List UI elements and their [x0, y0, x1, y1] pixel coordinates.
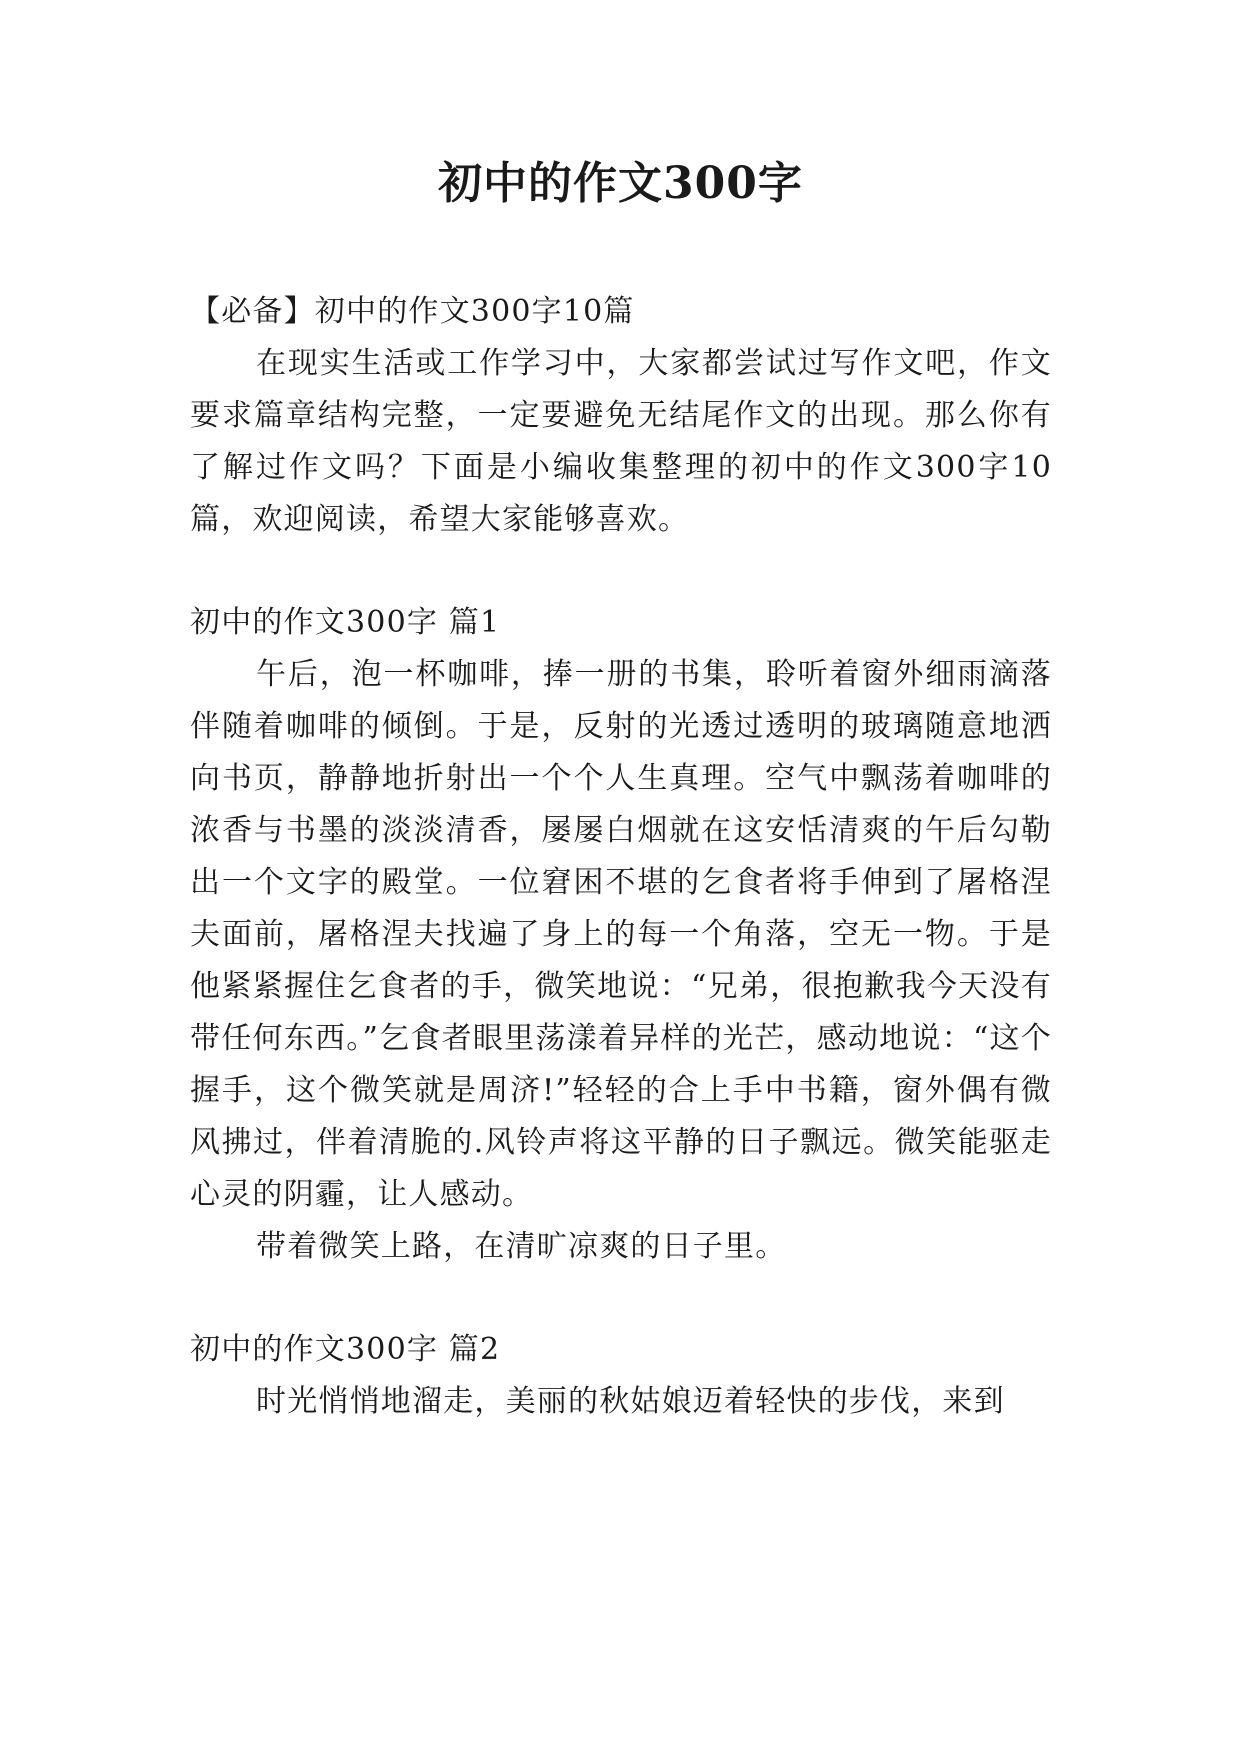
section-heading-1: 初中的作文300字 篇1: [190, 605, 501, 640]
section-spacer: [190, 546, 1052, 597]
document-title: 初中的作文300字: [438, 158, 803, 209]
section-heading-2: 初中的作文300字 篇2: [190, 1332, 501, 1367]
section-1-paragraph-1: 午后，泡一杯咖啡，捧一册的书集，聆听着窗外细雨滴落伴随着咖啡的倾倒。于是，反射的光透过透明的玻璃随意地洒向书页，静静地折射出一个个人生真理。空气中飘荡着咖啡的浓香与书墨的淡淡清香，屡屡白烟就在这安恬清爽的午后勾勒出一个文字的殿堂。一位窘困不堪的乞食者将手伸到了屠格涅夫面前，屠格涅夫找遍了身上的每一个角落，空无一物。于是他紧紧握住乞食者的手，微笑地说：“兄弟，很抱歉我今天没有带任何东西。”乞食者眼里荡漾着异样的光芒，感动地说：“这个握手，这个微笑就是周济!”轻轻的合上手中书籍，窗外偶有微风拂过，伴着清脆的.风铃声将这平静的日子飘远。微笑能驱走心灵的阴霾，让人感动。: [190, 657, 1052, 1212]
document-subtitle: 【必备】初中的作文300字10篇: [190, 294, 635, 329]
intro-paragraph: 在现实生活或工作学习中，大家都尝试过写作文吧，作文要求篇章结构完整，一定要避免无结尾作文的出现。那么你有了解过作文吗？下面是小编收集整理的初中的作文300字10篇，欢迎阅读，希望大家能够喜欢。: [190, 346, 1052, 537]
document-body: [190, 286, 1052, 1428]
section-spacer: [190, 1273, 1052, 1324]
section-1-paragraph-2: 带着微笑上路，在清旷凉爽的日子里。: [256, 1229, 787, 1264]
section-2-paragraph-1: 时光悄悄地溜走，美丽的秋姑娘迈着轻快的步伐，来到: [256, 1384, 1005, 1419]
